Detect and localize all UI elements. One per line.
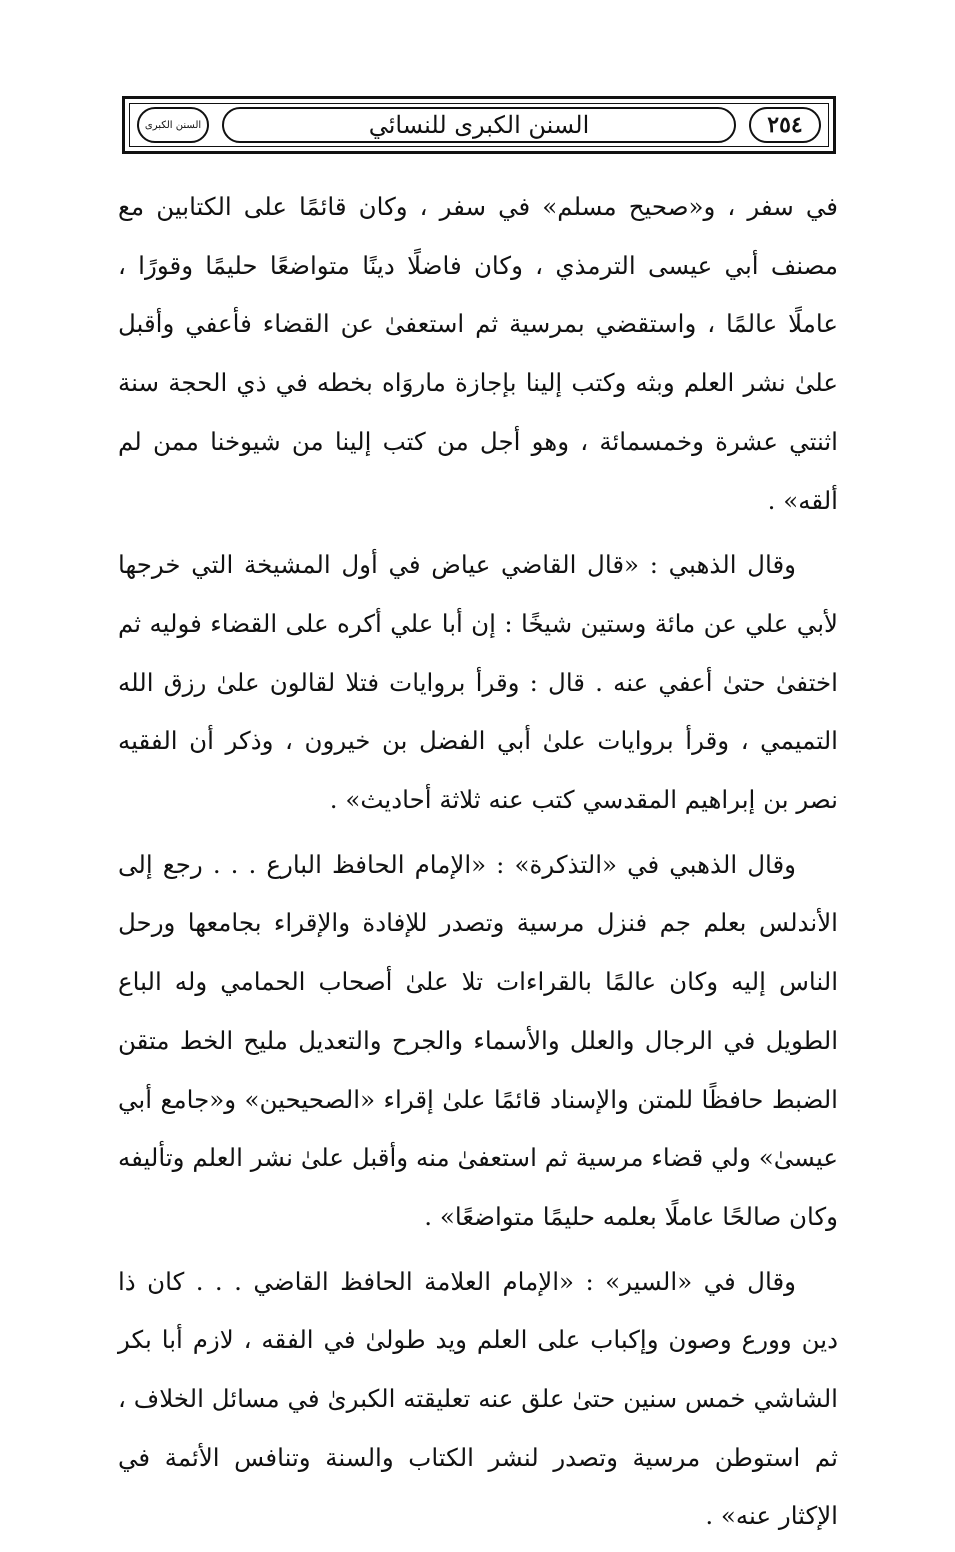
paragraph: وقال الذهبي : «قال القاضي عياض في أول المشيخة التي خرجها لأبي علي عن مائة وستين شيخًا : إن أبا علي أكره على القضاء فوليه ثم اختفىٰ حتىٰ أعفي عنه . قال : وقرأ بروايات فتلا لقالون علىٰ رزق الله التميمي ، وقرأ بروايات علىٰ أبي الفضل بن خيرون ، وذكر أن الفقيه نصر بن إبراهيم المقدسي كتب عنه ثلاثة أحاديث» . bbox=[118, 550, 838, 815]
header-ornament-left bbox=[746, 106, 824, 144]
page-header bbox=[122, 96, 836, 154]
paragraph: وقال في «السير» : «الإمام العلامة الحافظ القاضي . . . كان ذا دين وورع وصون وإكباب على العلم ويد طولىٰ في الفقه ، لازم أبا بكر الشاشي خمس سنين حتىٰ علق عنه تعليقته الكبرىٰ في مسائل الخلاف ، ثم استوطن مرسية وتصدر لنشر الكتاب والسنة وتنافس الأئمة في الإكثار عنه» . bbox=[118, 1266, 838, 1531]
page-number-badge bbox=[749, 107, 821, 143]
header-ornament-right bbox=[134, 106, 212, 144]
page-number: ٢٥٤ bbox=[767, 112, 803, 138]
paragraph: وقال الذهبي في «التذكرة» : «الإمام الحافظ البارع . . . رجع إلى الأندلس بعلم جم فنزل مرسية وتصدر للإفادة والإقراء بجامعها ورحل الناس إليه وكان عالمًا بالقراءات تلا علىٰ أصحاب الحمامي وله الباع الطويل في الرجال والعلل والأسماء والجرح والتعديل مليح الخط متقن الضبط حافظًا للمتن والإسناد قائمًا علىٰ إقراء «الصحيحين» و«جامع أبي عيسىٰ» ولي قضاء مرسية ثم استعفىٰ منه وأقبل علىٰ نشر العلم وتأليفه وكان صالحًا عاملًا بعلمه حليمًا متواضعًا» . bbox=[118, 849, 838, 1231]
book-title: السنن الكبرى للنسائي bbox=[368, 111, 590, 139]
header-frame bbox=[129, 103, 829, 147]
running-title bbox=[222, 107, 736, 143]
book-logo-text: السنن الكبرى bbox=[144, 119, 202, 131]
page-body bbox=[118, 178, 838, 1552]
book-logo bbox=[137, 107, 209, 143]
paragraph: في سفر ، و«صحيح مسلم» في سفر ، وكان قائمًا على الكتابين مع مصنف أبي عيسى الترمذي ، وكان فاضلًا دينًا متواضعًا حليمًا وقورًا ، عاملًا عالمًا ، واستقضي بمرسية ثم استعفىٰ عن القضاء فأعفي وأقبل علىٰ نشر العلم وبثه وكتب إلينا بإجازة ماروَاه بخطه في ذي الحجة سنة اثنتي عشرة وخمسمائة ، وهو أجل من كتب إلينا من شيوخنا ممن لم ألقه» . bbox=[118, 192, 838, 515]
